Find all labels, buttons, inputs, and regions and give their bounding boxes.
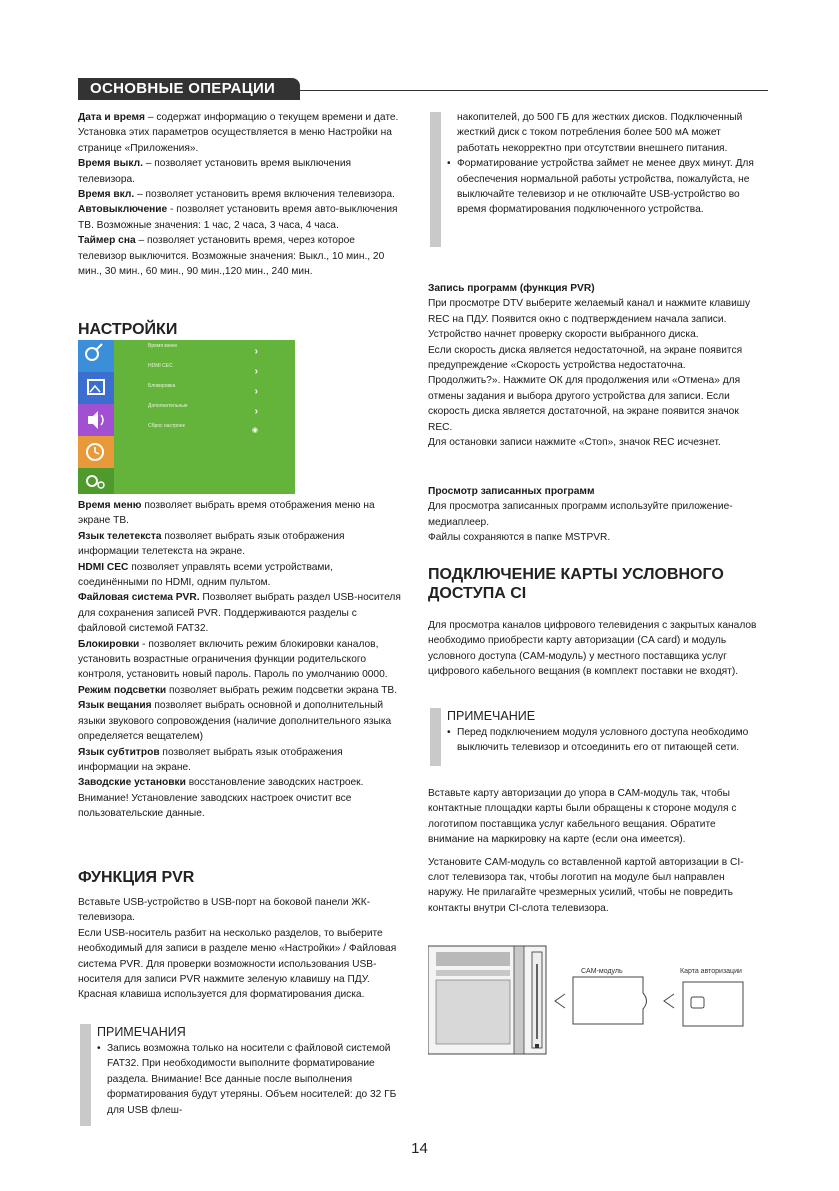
record-paragraph: При просмотре DTV выберите желаемый канал и нажмите клавишу REC на ПДУ. Появится окно с подтверждением начала записи. Устройство начнет проверку скорости выбранного диска.: [428, 298, 751, 341]
note-continued: [447, 110, 759, 218]
pvr-view: [428, 484, 758, 546]
record-paragraph: Если скорость диска является недостаточной, на экране появится предупреждение «Скорость устройства недостаточна. Продолжить?». Нажмите ОК для продолжения или «Отмена» для отмены задания и выбора другого устройства для записи. Если скорость диска является достаточной, на экране появится значок REC.: [428, 344, 743, 433]
section-title: ОСНОВНЫЕ ОПЕРАЦИИ: [78, 78, 300, 100]
settings-screen-image: [78, 340, 295, 494]
setting-hdmi-cec: HDMI CEC позволяет управлять всеми устройствами, соединёнными по HDMI, одним пультом.: [78, 561, 333, 589]
setting-pvr-fs: Файловая система PVR. Позволяет выбрать раздел USB-носителя для сохранения записей PVR. Поддерживаются разделы с файловой системой FAT32.: [78, 592, 401, 635]
gear-icon: [78, 468, 114, 494]
view-title: Просмотр записанных программ: [428, 486, 595, 497]
intro-time-on: Время вкл. – позволяет установить время включения телевизора.: [78, 189, 395, 201]
ci-paragraph: Установите CAM-модуль со вставленной картой авторизации в CI-слот телевизора так, чтобы логотип на модуле был направлен наружу. Не прилагайте чрезмерных усилий, чтобы не повредить контакты внутри CI-слота телевизора.: [428, 856, 744, 914]
note-bullet: • Перед подключением модуля условного доступа необходимо выключить телевизор и отсоединить его от питающей сети.: [447, 725, 759, 756]
screen-menu-item: Блокировка ›: [148, 383, 258, 397]
screen-menu-item: Сброс настроек ◉: [148, 423, 258, 434]
setting-backlight: Режим подсветки позволяет выбрать режим подсветки экрана ТВ.: [78, 684, 398, 696]
pvr-paragraph: Если USB-носитель разбит на несколько разделов, то выберите необходимый для записи в разделе меню «Настройки» / Файловая система PVR. Для проверки возможности использования USB-носителя для записи PVR нажмите зеленую клавишу на ПДУ. Красная клавиша используется для форматирования диска.: [78, 927, 397, 1001]
intro-sleep-timer: Таймер сна – позволяет установить время, через которое телевизор выключится. Возможные значения: Выкл., 10 мин., 20 мин., 30 мин., 60 мин., 90 мин.,120 мин., 240 мин.: [78, 235, 385, 278]
ci-heading: [428, 565, 724, 603]
view-paragraph: Файлы сохраняются в папке MSTPVR.: [428, 532, 611, 544]
note-bullet: • Запись возможна только на носители с файловой системой FAT32. При необходимости выполните форматирование раздела. Внимание! Все данные после выполнения форматирования будут утеряны. Объем носителей: до 32 ГБ для USB флеш-: [97, 1041, 409, 1118]
screen-menu-item: Дополнительные ›: [148, 403, 258, 417]
note-body: [97, 1041, 409, 1118]
ci-heading-line: ДОСТУПА CI: [428, 585, 527, 602]
intro-date-time: Дата и время – содержат информацию о текущем времени и дате. Установка этих параметров осуществляется в меню Настройки на странице «Приложения».: [78, 112, 399, 154]
picture-icon: [78, 372, 114, 404]
sound-icon: [78, 404, 114, 436]
setting-teletext-lang: Язык телетекста позволяет выбрать язык отображения информации телетекста на экране.: [78, 530, 345, 558]
ci-heading-line: ПОДКЛЮЧЕНИЕ КАРТЫ УСЛОВНОГО: [428, 566, 724, 583]
ci-note-body: [447, 725, 759, 756]
setting-menu-time: Время меню позволяет выбрать время отображения меню на экране ТВ.: [78, 500, 375, 527]
settings-descriptions: [78, 498, 403, 822]
record-title: Запись программ (функция PVR): [428, 283, 595, 294]
left-intro: [78, 110, 403, 279]
record-paragraph: Для остановки записи нажмите «Стоп», значок REC исчезнет.: [428, 437, 721, 449]
satellite-icon: [78, 340, 114, 372]
intro-time-off: Время выкл. – позволяет установить время выключения телевизора.: [78, 158, 352, 185]
page-number: 14: [411, 1140, 428, 1157]
cam-module-label: CAM-модуль: [581, 968, 623, 975]
pvr-heading: ФУНКЦИЯ PVR: [78, 869, 195, 886]
view-paragraph: Для просмотра записанных программ используйте приложение-медиаплеер.: [428, 501, 733, 528]
ci-instructions: [428, 786, 758, 916]
note-bar: [430, 112, 441, 247]
note-bar: [430, 708, 441, 766]
intro-auto-off: Автовыключение - позволяет установить время авто-выключения ТВ. Возможные значения: 1 час, 2 часа, 3 часа, 4 часа.: [78, 204, 398, 231]
screen-menu-item: Время меню ›: [148, 343, 258, 357]
ci-paragraph: Вставьте карту авторизации до упора в CAM-модуль так, чтобы контактные площадки карты были обращены к стороне модуля с логотипом поставщика услуг кабельного вещания. Обратите внимание на маркировку на карте (если она имеется).: [428, 788, 737, 846]
pvr-text: [78, 895, 403, 1003]
note-continued-text: накопителей, до 500 ГБ для жестких дисков. Подключенный жесткий диск с током потребления более 500 мА может работать некорректно при отсутствии внешнего питания.: [457, 112, 743, 154]
pvr-paragraph: Вставьте USB-устройство в USB-порт на боковой панели ЖК-телевизора.: [78, 897, 371, 924]
clock-icon: [78, 436, 114, 468]
pvr-record: [428, 281, 758, 450]
settings-heading: НАСТРОЙКИ: [78, 321, 178, 338]
ci-note-title: ПРИМЕЧАНИЕ: [447, 709, 536, 723]
setting-lock: Блокировки - позволяет включить режим блокировки каналов, установить возрастные ограничения функции родительского контроля, установить новый пароль. Пароль по умолчанию 0000.: [78, 638, 388, 681]
note-bullet: • Форматирование устройства займет не менее двух минут. Для обеспечения нормальной работы устройства, пожалуйста, не выключайте телевизор и не отключайте USB-устройство во время форматирования подключенного устройства.: [447, 156, 759, 218]
ci-slot-diagram: [428, 944, 763, 1056]
setting-factory-reset: Заводские установки восстановление заводских настроек. Внимание! Установление заводских настроек очистит все пользовательские данные.: [78, 777, 364, 820]
ci-paragraph: Для просмотра каналов цифрового телевидения с закрытых каналов необходимо приобрести карту авторизации (CA card) и модуль условного доступа (CAM-модуль) у местного поставщика услуг цифрового кабельного вещания (в комплект поставки не входят).: [428, 620, 757, 678]
note-title: ПРИМЕЧАНИЯ: [97, 1025, 186, 1039]
setting-subtitle-lang: Язык субтитров позволяет выбрать язык отображения информации на экране.: [78, 746, 343, 773]
auth-card-label: Карта авторизации: [680, 968, 742, 975]
note-bar: [80, 1024, 91, 1126]
setting-audio-lang: Язык вещания позволяет выбрать основной и дополнительный языки звукового сопровождения (наличие дополнительного языка определяется вещателем): [78, 700, 392, 743]
screen-menu-item: HDMI CEC ›: [148, 363, 258, 377]
ci-intro: [428, 618, 758, 680]
